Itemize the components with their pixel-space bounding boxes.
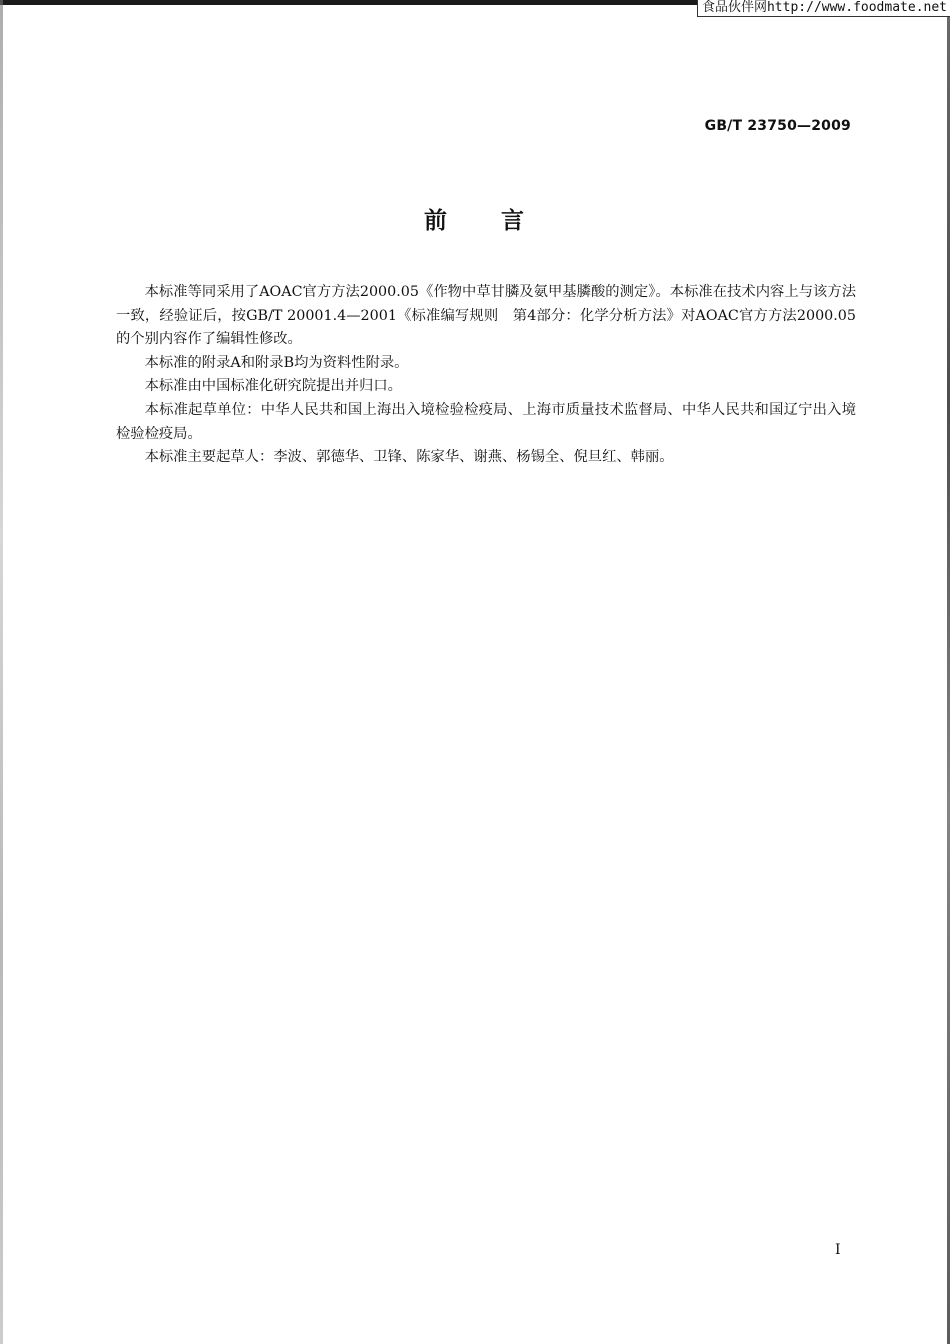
paragraph-drafters: 本标准主要起草人：李波、郭德华、卫锋、陈家华、谢燕、杨锡全、倪旦红、韩丽。 bbox=[144, 449, 674, 466]
page-number: I bbox=[835, 1242, 841, 1258]
paragraph-drafting-units: 本标准起草单位：中华人民共和国上海出入境检验检疫局、上海市质量技术监督局、中华人民共和国辽宁出入境检验检疫局。 bbox=[116, 401, 856, 442]
title-char-2: 言 bbox=[501, 208, 526, 234]
paragraph-proposer: 本标准由中国标准化研究院提出并归口。 bbox=[144, 378, 402, 395]
foreword-body bbox=[116, 281, 856, 470]
paragraph-adoption: 本标准等同采用了AOAC官方方法2000.05《作物中草甘膦及氨甲基膦酸的测定》。本标准在技术内容上与该方法一致，经验证后，按GB/T 20001.4—2001《标准编写规则 第4部分：化学分析方法》对AOAC官方方法2000.05的个别内容作了编辑性修改。 bbox=[116, 284, 856, 348]
title-char-1: 前 bbox=[424, 208, 449, 234]
paragraph-annex: 本标准的附录A和附录B均为资料性附录。 bbox=[144, 354, 409, 371]
page-title bbox=[0, 202, 950, 235]
watermark: 食品伙伴网http://www.foodmate.net bbox=[697, 0, 950, 17]
standard-code: GB/T 23750—2009 bbox=[704, 118, 851, 134]
